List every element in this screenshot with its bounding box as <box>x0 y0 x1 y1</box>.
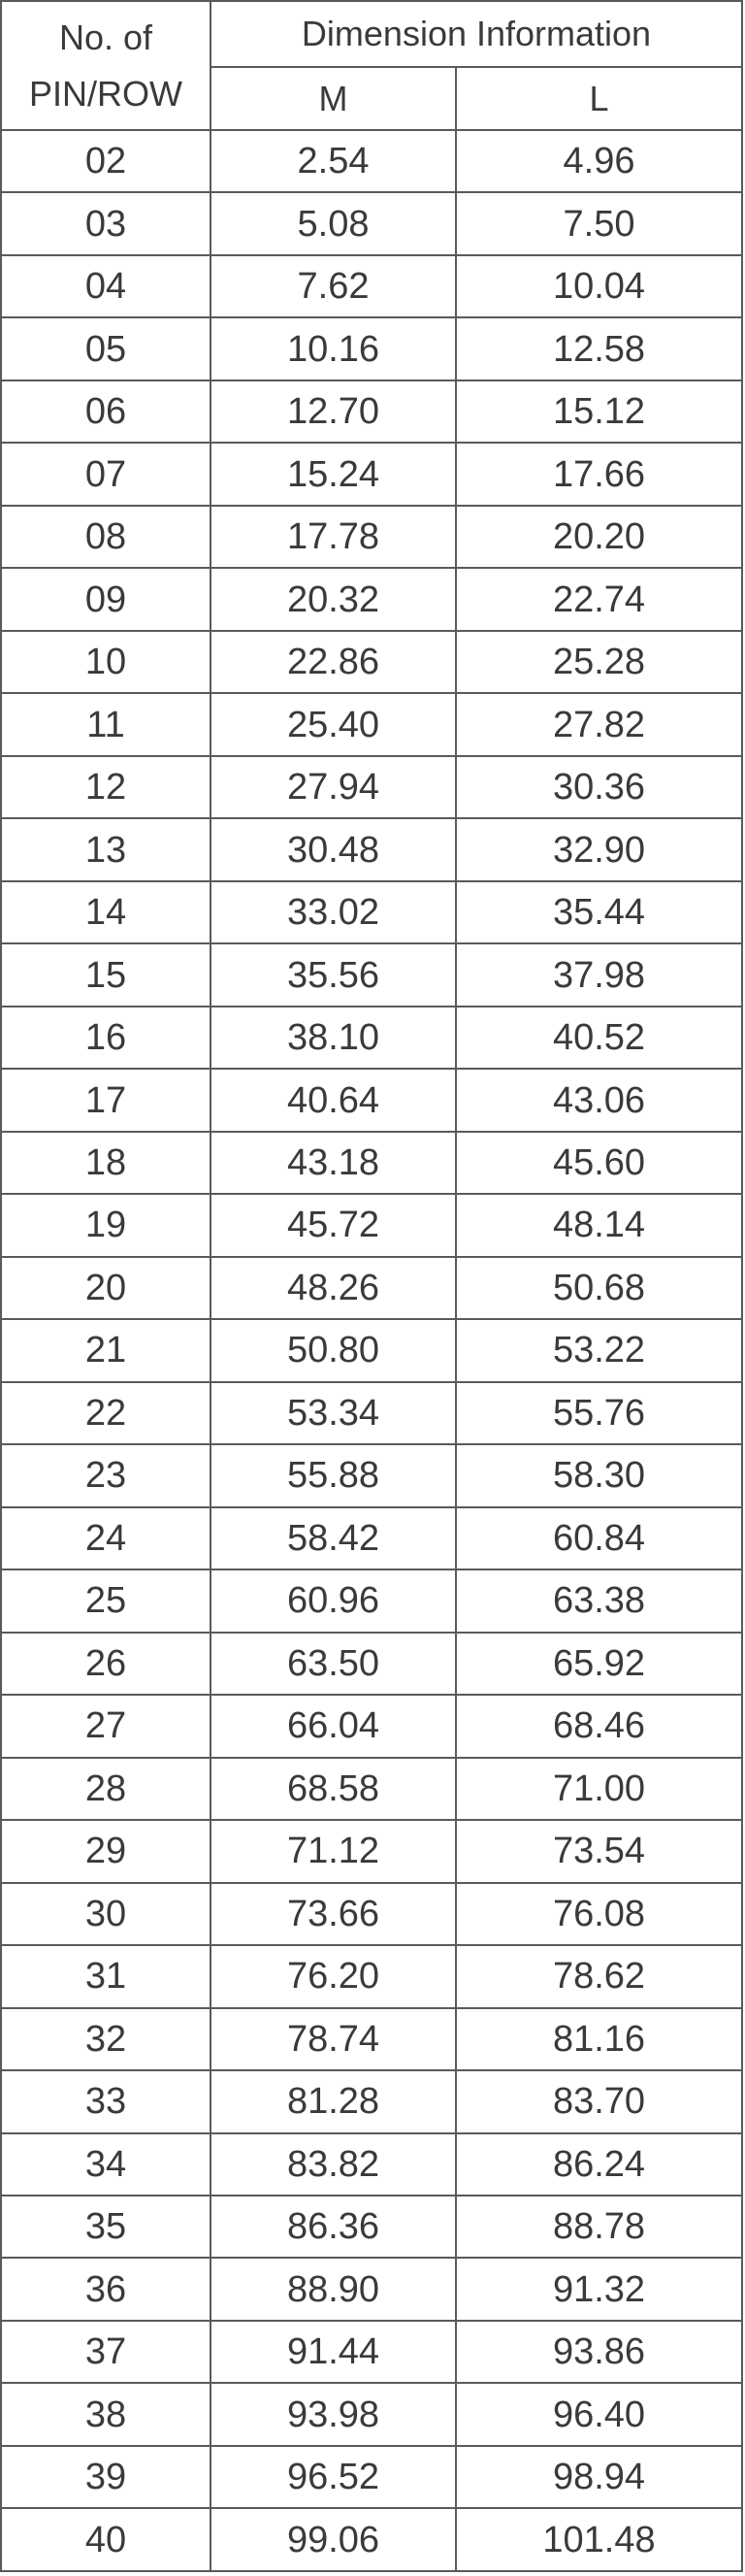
pin-count-cell: 09 <box>1 568 211 630</box>
l-dimension-cell: 22.74 <box>456 568 742 630</box>
l-dimension-cell: 4.96 <box>456 130 742 192</box>
m-dimension-cell: 86.36 <box>211 2196 456 2258</box>
l-dimension-cell: 83.70 <box>456 2070 742 2132</box>
l-dimension-cell: 68.46 <box>456 1695 742 1757</box>
l-dimension-cell: 35.44 <box>456 881 742 943</box>
l-dimension-cell: 65.92 <box>456 1633 742 1695</box>
m-column-header: M <box>211 67 456 130</box>
l-dimension-cell: 20.20 <box>456 506 742 568</box>
l-dimension-cell: 60.84 <box>456 1507 742 1569</box>
table-body <box>1 130 742 2571</box>
m-dimension-cell: 48.26 <box>211 1257 456 1319</box>
table-row <box>1 568 742 630</box>
pin-count-cell: 19 <box>1 1194 211 1256</box>
table-row <box>1 1507 742 1569</box>
table-row <box>1 380 742 443</box>
l-dimension-cell: 10.04 <box>456 255 742 317</box>
m-dimension-cell: 76.20 <box>211 1945 456 2007</box>
pin-count-cell: 02 <box>1 130 211 192</box>
l-dimension-cell: 30.36 <box>456 756 742 818</box>
table-row <box>1 1382 742 1444</box>
l-dimension-cell: 78.62 <box>456 1945 742 2007</box>
l-dimension-cell: 98.94 <box>456 2446 742 2508</box>
table-row <box>1 1194 742 1256</box>
pin-count-cell: 18 <box>1 1132 211 1194</box>
table-row <box>1 1633 742 1695</box>
pin-count-cell: 23 <box>1 1444 211 1506</box>
l-dimension-cell: 40.52 <box>456 1007 742 1069</box>
l-dimension-cell: 7.50 <box>456 192 742 254</box>
m-dimension-cell: 35.56 <box>211 943 456 1006</box>
table-row <box>1 192 742 254</box>
m-dimension-cell: 50.80 <box>211 1319 456 1381</box>
m-dimension-cell: 99.06 <box>211 2508 456 2571</box>
m-dimension-cell: 83.82 <box>211 2133 456 2196</box>
table-row <box>1 317 742 380</box>
m-dimension-cell: 58.42 <box>211 1507 456 1569</box>
table-row <box>1 2383 742 2445</box>
l-column-header: L <box>456 67 742 130</box>
m-dimension-cell: 10.16 <box>211 317 456 380</box>
m-dimension-cell: 88.90 <box>211 2258 456 2320</box>
l-dimension-cell: 32.90 <box>456 818 742 880</box>
table-row <box>1 1257 742 1319</box>
l-dimension-cell: 91.32 <box>456 2258 742 2320</box>
l-dimension-cell: 96.40 <box>456 2383 742 2445</box>
l-dimension-cell: 53.22 <box>456 1319 742 1381</box>
l-dimension-cell: 37.98 <box>456 943 742 1006</box>
pin-count-cell: 29 <box>1 1820 211 1882</box>
pin-count-cell: 26 <box>1 1633 211 1695</box>
pin-count-cell: 16 <box>1 1007 211 1069</box>
table-row <box>1 2133 742 2196</box>
l-dimension-cell: 63.38 <box>456 1569 742 1632</box>
pin-count-cell: 03 <box>1 192 211 254</box>
table-row <box>1 506 742 568</box>
pin-count-cell: 39 <box>1 2446 211 2508</box>
table-row <box>1 1444 742 1506</box>
dimension-group-header: Dimension Information <box>211 1 742 67</box>
l-dimension-cell: 76.08 <box>456 1883 742 1945</box>
table-row <box>1 2008 742 2070</box>
table-row <box>1 2321 742 2383</box>
l-dimension-cell: 81.16 <box>456 2008 742 2070</box>
m-dimension-cell: 43.18 <box>211 1132 456 1194</box>
pin-count-cell: 40 <box>1 2508 211 2571</box>
l-dimension-cell: 48.14 <box>456 1194 742 1256</box>
table-row <box>1 1132 742 1194</box>
table-row <box>1 1319 742 1381</box>
m-dimension-cell: 22.86 <box>211 631 456 693</box>
pin-count-cell: 32 <box>1 2008 211 2070</box>
table-row <box>1 2508 742 2571</box>
pin-count-cell: 38 <box>1 2383 211 2445</box>
pin-header-line-1: No. of <box>58 17 153 57</box>
table-header <box>1 1 742 130</box>
m-dimension-cell: 40.64 <box>211 1069 456 1131</box>
l-dimension-cell: 58.30 <box>456 1444 742 1506</box>
table-row <box>1 443 742 505</box>
l-dimension-cell: 15.12 <box>456 380 742 443</box>
l-dimension-cell: 71.00 <box>456 1758 742 1820</box>
pin-count-cell: 12 <box>1 756 211 818</box>
table-row <box>1 1883 742 1945</box>
table-row <box>1 130 742 192</box>
l-dimension-cell: 73.54 <box>456 1820 742 1882</box>
pin-count-cell: 28 <box>1 1758 211 1820</box>
table-row <box>1 881 742 943</box>
l-dimension-cell: 86.24 <box>456 2133 742 2196</box>
pin-count-cell: 24 <box>1 1507 211 1569</box>
m-dimension-cell: 71.12 <box>211 1820 456 1882</box>
m-dimension-cell: 25.40 <box>211 693 456 755</box>
l-dimension-cell: 17.66 <box>456 443 742 505</box>
table-row <box>1 2446 742 2508</box>
m-dimension-cell: 53.34 <box>211 1382 456 1444</box>
m-dimension-cell: 66.04 <box>211 1695 456 1757</box>
m-dimension-cell: 20.32 <box>211 568 456 630</box>
table-row <box>1 693 742 755</box>
pin-count-column-header <box>1 1 211 130</box>
pin-count-cell: 05 <box>1 317 211 380</box>
pin-count-cell: 36 <box>1 2258 211 2320</box>
m-dimension-cell: 5.08 <box>211 192 456 254</box>
pin-count-cell: 35 <box>1 2196 211 2258</box>
l-dimension-cell: 55.76 <box>456 1382 742 1444</box>
table-row <box>1 1695 742 1757</box>
m-dimension-cell: 78.74 <box>211 2008 456 2070</box>
pin-count-cell: 11 <box>1 693 211 755</box>
pin-count-cell: 07 <box>1 443 211 505</box>
l-dimension-cell: 50.68 <box>456 1257 742 1319</box>
l-dimension-cell: 45.60 <box>456 1132 742 1194</box>
m-dimension-cell: 15.24 <box>211 443 456 505</box>
pin-count-cell: 33 <box>1 2070 211 2132</box>
table-row <box>1 1820 742 1882</box>
m-dimension-cell: 91.44 <box>211 2321 456 2383</box>
l-dimension-cell: 88.78 <box>456 2196 742 2258</box>
m-dimension-cell: 12.70 <box>211 380 456 443</box>
pin-count-cell: 17 <box>1 1069 211 1131</box>
m-dimension-cell: 68.58 <box>211 1758 456 1820</box>
table-row <box>1 1069 742 1131</box>
table-row <box>1 631 742 693</box>
m-dimension-cell: 7.62 <box>211 255 456 317</box>
l-dimension-cell: 43.06 <box>456 1069 742 1131</box>
l-dimension-cell: 12.58 <box>456 317 742 380</box>
pin-header-line-2: PIN/ROW <box>29 73 182 114</box>
table-row <box>1 2196 742 2258</box>
m-dimension-cell: 17.78 <box>211 506 456 568</box>
l-dimension-cell: 25.28 <box>456 631 742 693</box>
m-dimension-cell: 38.10 <box>211 1007 456 1069</box>
table-row <box>1 2258 742 2320</box>
pin-count-cell: 15 <box>1 943 211 1006</box>
m-dimension-cell: 45.72 <box>211 1194 456 1256</box>
pin-count-cell: 30 <box>1 1883 211 1945</box>
table-row <box>1 1945 742 2007</box>
table-row <box>1 1007 742 1069</box>
pin-count-cell: 10 <box>1 631 211 693</box>
l-dimension-cell: 101.48 <box>456 2508 742 2571</box>
m-dimension-cell: 2.54 <box>211 130 456 192</box>
pin-count-cell: 31 <box>1 1945 211 2007</box>
m-dimension-cell: 96.52 <box>211 2446 456 2508</box>
pin-count-cell: 22 <box>1 1382 211 1444</box>
m-dimension-cell: 60.96 <box>211 1569 456 1632</box>
m-dimension-cell: 93.98 <box>211 2383 456 2445</box>
pin-count-cell: 34 <box>1 2133 211 2196</box>
m-dimension-cell: 63.50 <box>211 1633 456 1695</box>
m-dimension-cell: 55.88 <box>211 1444 456 1506</box>
table-row <box>1 818 742 880</box>
table-row <box>1 1758 742 1820</box>
table-row <box>1 255 742 317</box>
pin-count-cell: 06 <box>1 380 211 443</box>
table-row <box>1 756 742 818</box>
pin-count-cell: 04 <box>1 255 211 317</box>
m-dimension-cell: 27.94 <box>211 756 456 818</box>
pin-count-cell: 13 <box>1 818 211 880</box>
pin-count-cell: 27 <box>1 1695 211 1757</box>
m-dimension-cell: 33.02 <box>211 881 456 943</box>
pin-count-cell: 21 <box>1 1319 211 1381</box>
m-dimension-cell: 73.66 <box>211 1883 456 1945</box>
l-dimension-cell: 93.86 <box>456 2321 742 2383</box>
table-row <box>1 943 742 1006</box>
m-dimension-cell: 81.28 <box>211 2070 456 2132</box>
pin-count-cell: 20 <box>1 1257 211 1319</box>
l-dimension-cell: 27.82 <box>456 693 742 755</box>
pin-count-cell: 37 <box>1 2321 211 2383</box>
pin-count-cell: 25 <box>1 1569 211 1632</box>
table-row <box>1 1569 742 1632</box>
pin-count-cell: 14 <box>1 881 211 943</box>
m-dimension-cell: 30.48 <box>211 818 456 880</box>
table-row <box>1 2070 742 2132</box>
pin-count-cell: 08 <box>1 506 211 568</box>
header-row-1 <box>1 1 742 67</box>
